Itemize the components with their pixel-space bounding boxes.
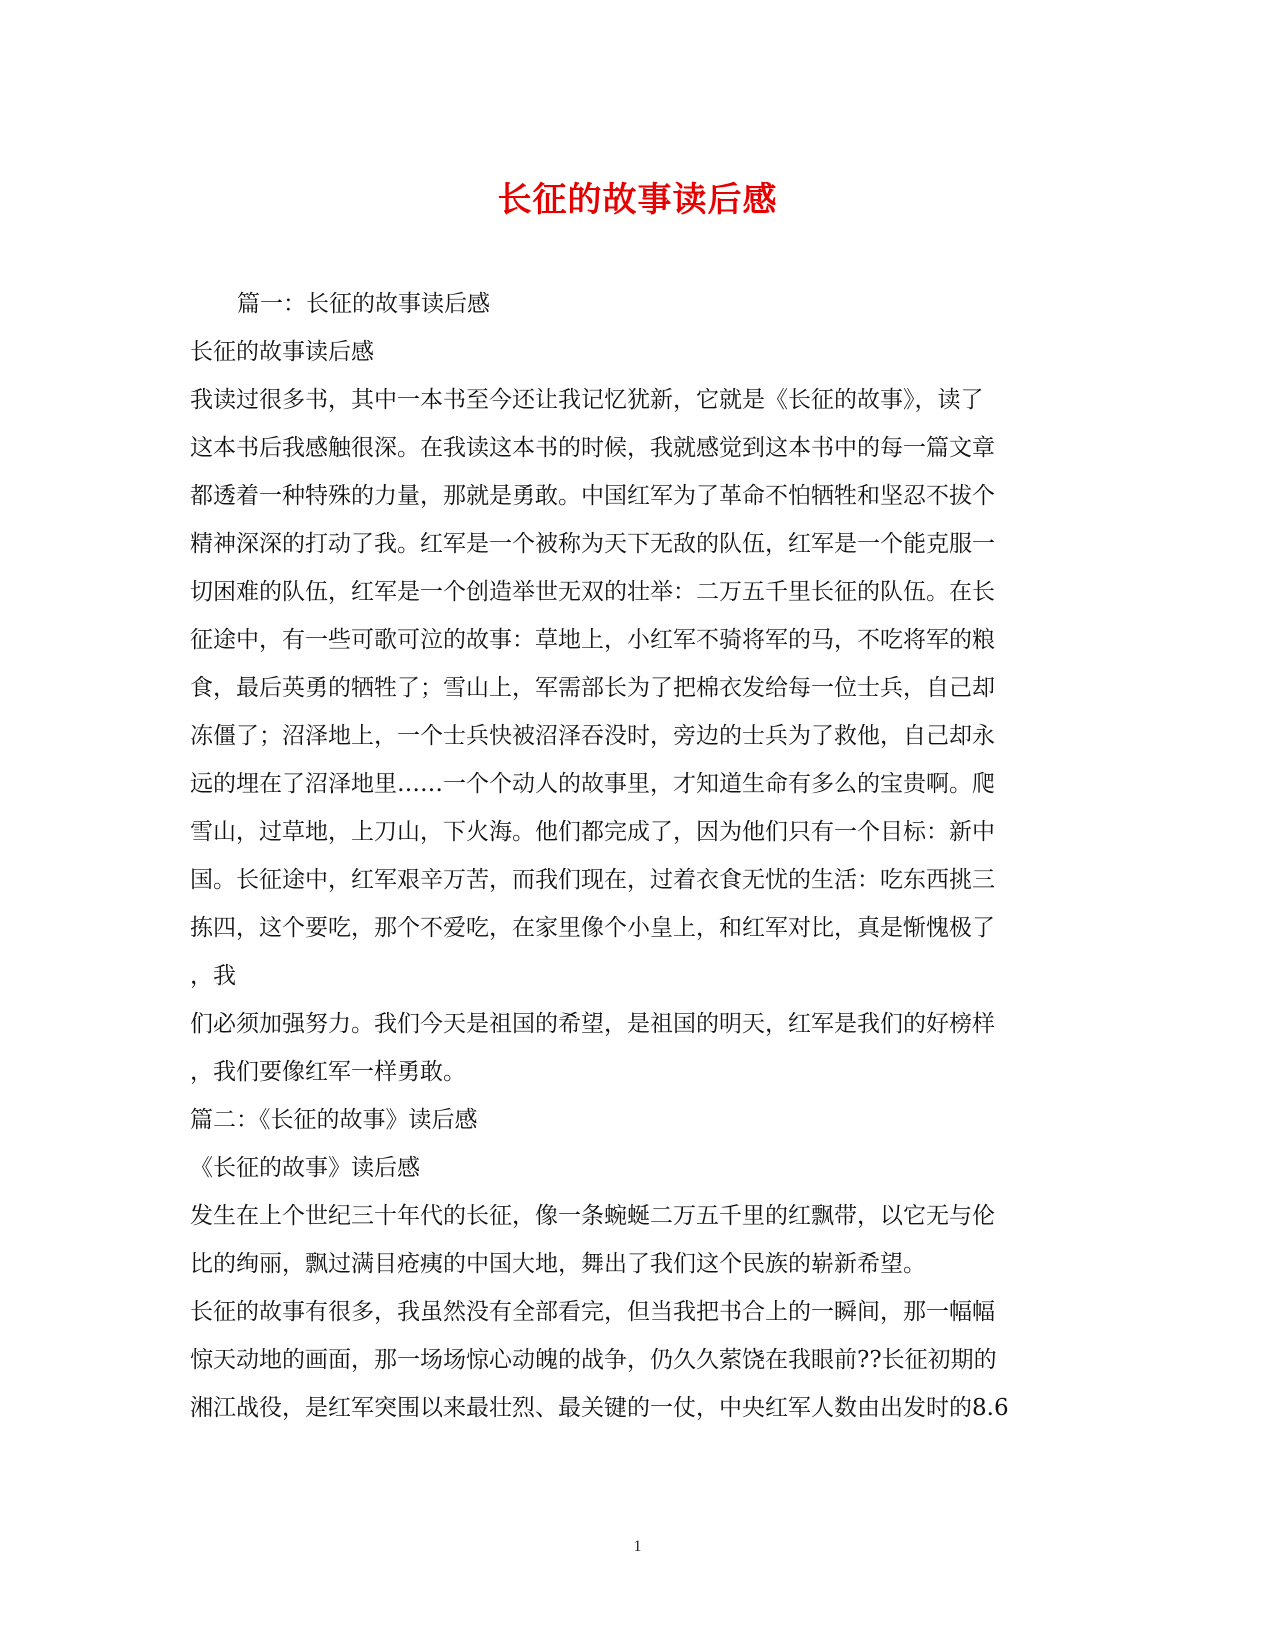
text-line: 们必须加强努力。我们今天是祖国的希望，是祖国的明天，红军是我们的好榜样 [190,1011,995,1037]
text-line: 比的绚丽，飘过满目疮痍的中国大地，舞出了我们这个民族的崭新希望。 [190,1251,926,1277]
text-line: 都透着一种特殊的力量，那就是勇敢。中国红军为了革命不怕牺牲和坚忍不拔个 [190,483,995,509]
text-line: 食，最后英勇的牺牲了；雪山上，军需部长为了把棉衣发给每一位士兵，自己却 [190,675,995,701]
text-line: 切困难的队伍，红军是一个创造举世无双的壮举：二万五千里长征的队伍。在长 [190,579,995,605]
text-line: 湘江战役，是红军突围以来最壮烈、最关键的一仗，中央红军人数由出发时的8.6 [190,1395,1009,1421]
page-number: 1 [633,1538,642,1555]
text-line: 征途中，有一些可歌可泣的故事：草地上，小红军不骑将军的马，不吃将军的粮 [190,627,995,653]
text-line: 我读过很多书，其中一本书至今还让我记忆犹新，它就是《长征的故事》，读了 [190,387,984,413]
text-line: 精神深深的打动了我。红军是一个被称为天下无敌的队伍，红军是一个能克服一 [190,531,995,557]
text-line: 冻僵了；沼泽地上，一个士兵快被沼泽吞没时，旁边的士兵为了救他，自己却永 [190,723,995,749]
text-line: 远的埋在了沼泽地里……一个个动人的故事里，才知道生命有多么的宝贵啊。爬 [190,771,995,797]
text-line: ，我 [190,963,236,989]
text-line: ，我们要像红军一样勇敢。 [190,1059,466,1085]
text-line: 长征的故事有很多，我虽然没有全部看完，但当我把书合上的一瞬间，那一幅幅 [190,1299,995,1325]
section-heading: 篇二：《长征的故事》读后感 [190,1107,478,1133]
section-heading: 篇一：长征的故事读后感 [237,291,490,317]
text-line: 《长征的故事》读后感 [190,1155,420,1181]
text-line: 雪山，过草地，上刀山，下火海。他们都完成了，因为他们只有一个目标：新中 [190,819,995,845]
text-line: 长征的故事读后感 [190,339,374,365]
document-body [190,280,1070,1432]
document-title: 长征的故事读后感 [497,180,778,220]
text-line: 这本书后我感触很深。在我读这本书的时候，我就感觉到这本书中的每一篇文章 [190,435,995,461]
text-line: 国。长征途中，红军艰辛万苦，而我们现在，过着衣食无忧的生活：吃东西挑三 [190,867,995,893]
text-line: 拣四，这个要吃，那个不爱吃，在家里像个小皇上，和红军对比，真是惭愧极了 [190,915,995,941]
text-line: 发生在上个世纪三十年代的长征，像一条蜿蜒二万五千里的红飘带，以它无与伦 [190,1203,995,1229]
text-line: 惊天动地的画面，那一场场惊心动魄的战争，仍久久萦饶在我眼前??长征初期的 [190,1347,997,1373]
